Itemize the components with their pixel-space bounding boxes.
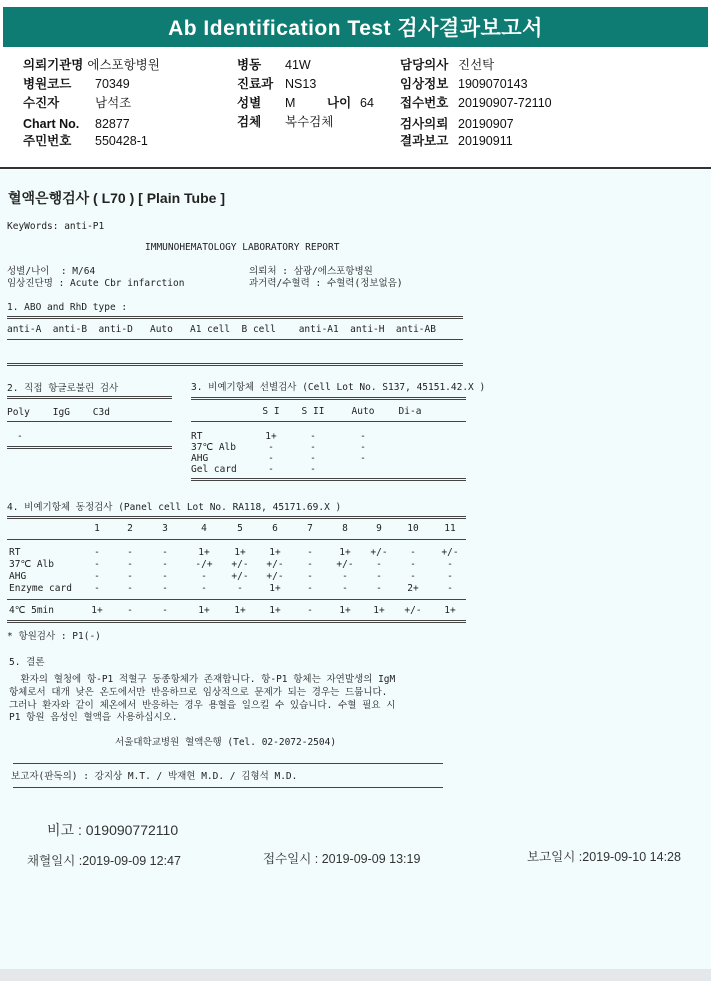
- panel-cell: -: [410, 547, 416, 558]
- reported-time: 보고일시 :2019-09-10 14:28: [527, 850, 681, 864]
- diagnosis: 임상진단명 : Acute Cbr infarction: [7, 278, 185, 289]
- panel-cell: +/-: [404, 605, 422, 616]
- age-value: 64: [360, 96, 374, 110]
- sex-label: 성별: [237, 96, 262, 110]
- panel-title: 4. 비예기항체 동정검사 (Panel cell Lot No. RA118, 45171.69.X ): [7, 502, 342, 513]
- panel-cell: -: [376, 559, 382, 570]
- receipt-label: 접수번호: [400, 96, 449, 110]
- screen-cell: -: [360, 453, 366, 464]
- panel-cell: -: [376, 571, 382, 582]
- dept-value: NS13: [285, 77, 317, 91]
- screen-rule-mid: [191, 421, 466, 422]
- panel-col-header: 1: [94, 523, 100, 534]
- doctor-value: 진선탁: [458, 58, 495, 72]
- abo-rule-bottom: [7, 363, 463, 366]
- panel-cell: -: [307, 547, 313, 558]
- panel-cell: -: [162, 583, 168, 594]
- screen-row-label: 37℃ Alb: [191, 442, 236, 453]
- screen-col-header: S I: [262, 406, 280, 417]
- screen-rule-top: [191, 397, 466, 400]
- clinical-label: 임상정보: [400, 77, 449, 91]
- panel-rule-sep: [7, 599, 466, 600]
- panel-cell: -: [447, 559, 453, 570]
- panel-cell: -: [410, 571, 416, 582]
- screen-row-label: RT: [191, 431, 203, 442]
- screen-cell: -: [268, 442, 274, 453]
- panel-col-header: 7: [307, 523, 313, 534]
- dat-title: 2. 직접 항글로불린 검사: [7, 383, 119, 394]
- panel-cell: 1+: [234, 605, 246, 616]
- panel-cell: 1+: [339, 605, 351, 616]
- reporter-rule-bottom: [13, 787, 443, 788]
- panel-col-header: 4: [201, 523, 207, 534]
- screen-cell: -: [310, 453, 316, 464]
- panel-cell: 1+: [339, 547, 351, 558]
- panel-cell: -: [342, 583, 348, 594]
- panel-cell: +/-: [231, 559, 249, 570]
- conclusion-line-2: 항체로서 대개 낮은 온도에서만 반응하므로 임상적으로 문제가 되는 경우는 드뭅니다.: [9, 687, 388, 698]
- lab-name: 서울대학교병원 혈액은행 (Tel. 02-2072-2504): [115, 737, 337, 748]
- conclusion-line-4: P1 항원 음성인 혈액을 사용하십시오.: [9, 712, 178, 723]
- screen-col-header: S II: [301, 406, 325, 417]
- abo-rule-top: [7, 316, 463, 319]
- panel-cell: 2+: [407, 583, 419, 594]
- screen-cell: -: [268, 453, 274, 464]
- panel-cell: 1+: [373, 605, 385, 616]
- panel-col-header: 11: [444, 523, 456, 534]
- report-date-value: 20190911: [458, 134, 513, 148]
- dat-rule-top: [7, 396, 172, 399]
- received-time: 접수일시 : 2019-09-09 13:19: [263, 852, 421, 866]
- clinical-value: 1909070143: [458, 77, 528, 91]
- panel-cell: -: [342, 571, 348, 582]
- panel-cell: 1+: [91, 605, 103, 616]
- report-heading: 혈액은행검사 ( L70 ) [ Plain Tube ]: [8, 190, 226, 206]
- rrn-value: 550428-1: [95, 134, 148, 148]
- dept-label: 진료과: [237, 77, 274, 91]
- panel-cell: -: [201, 583, 207, 594]
- sex-value: M: [285, 96, 296, 110]
- panel-col-header: 6: [272, 523, 278, 534]
- screen-row-label: AHG: [191, 453, 209, 464]
- panel-cell: +/-: [266, 571, 284, 582]
- screen-title: 3. 비예기항체 선별검사 (Cell Lot No. S137, 45151.42.X ): [191, 382, 486, 393]
- antigen-test: * 항원검사 : P1(-): [7, 631, 101, 642]
- panel-cell: -: [447, 583, 453, 594]
- panel-cell: -: [94, 571, 100, 582]
- panel-cell: +/-: [441, 547, 459, 558]
- panel-cell: -: [447, 571, 453, 582]
- screen-cell: 1+: [265, 431, 277, 442]
- screen-rule-bottom: [191, 478, 466, 481]
- note: 비고 : 019090772110: [47, 822, 179, 838]
- panel-rule-bottom: [7, 620, 466, 623]
- panel-cell: -: [410, 559, 416, 570]
- panel-row-label: 37℃ Alb: [9, 559, 54, 570]
- panel-cell: -: [127, 571, 133, 582]
- panel-col-header: 9: [376, 523, 382, 534]
- panel-cell: -: [127, 583, 133, 594]
- panel-row-label: Enzyme card: [9, 583, 72, 594]
- panel-cell: -: [376, 583, 382, 594]
- abo-headers: anti-A anti-B anti-D Auto A1 cell B cell anti-A1 anti-H anti-AB: [7, 324, 436, 335]
- panel-cell: -: [307, 559, 313, 570]
- request-value: 20190907: [458, 117, 514, 131]
- panel-cell: -: [127, 605, 133, 616]
- conclusion-line-3: 그러나 환자와 같이 체온에서 반응하는 경우 용혈을 일으킬 수 있습니다. 수혈 필요 시: [9, 700, 396, 711]
- requester: 의뢰처 : 삼광/에스포항병원: [249, 266, 373, 277]
- hospital-value: 에스포항병원: [87, 58, 160, 72]
- panel-cell: -: [162, 605, 168, 616]
- dat-headers: Poly IgG C3d: [7, 407, 110, 418]
- abo-rule-mid: [7, 339, 463, 340]
- screen-cell: -: [360, 442, 366, 453]
- dat-rule-mid: [7, 421, 172, 422]
- panel-col-header: 3: [162, 523, 168, 534]
- panel-cell: -: [237, 583, 243, 594]
- panel-rule-top: [7, 516, 466, 519]
- conclusion-title: 5. 결론: [9, 657, 45, 668]
- history: 과거력/수혈력 : 수혈력(정보없음): [249, 278, 403, 289]
- collected-time: 채혈일시 :2019-09-09 12:47: [27, 854, 181, 868]
- panel-cell: 1+: [269, 605, 281, 616]
- report-title: Ab Identification Test 검사결과보고서: [3, 7, 708, 47]
- specimen-value: 복수검체: [285, 115, 334, 129]
- panel-cell: +/-: [266, 559, 284, 570]
- chart-value: 82877: [95, 117, 130, 131]
- panel-cell: -: [127, 547, 133, 558]
- conclusion-line-1: 환자의 혈청에 항-P1 적혈구 동종항체가 존재합니다. 항-P1 항체는 자연발생의 IgM: [9, 674, 396, 685]
- age-label: 나이: [327, 96, 352, 110]
- patient-label: 수진자: [23, 96, 60, 110]
- panel-cell: -: [162, 571, 168, 582]
- ward-label: 병동: [237, 58, 262, 72]
- receipt-value: 20190907-72110: [458, 96, 552, 110]
- screen-row-label: Gel card: [191, 464, 237, 475]
- screen-cell: -: [360, 431, 366, 442]
- bottom-strip: [0, 969, 711, 981]
- panel-cell: -: [201, 571, 207, 582]
- request-label: 검사의뢰: [400, 117, 449, 131]
- reporter-rule-top: [13, 763, 443, 764]
- screen-cell: -: [310, 464, 316, 475]
- panel-col-header: 2: [127, 523, 133, 534]
- report-date-label: 결과보고: [400, 134, 449, 148]
- dat-rule-bottom: [7, 446, 172, 449]
- doctor-label: 담당의사: [400, 58, 449, 72]
- panel-cell: 1+: [234, 547, 246, 558]
- abo-title: 1. ABO and RhD type :: [7, 302, 128, 313]
- panel-cell: -: [307, 605, 313, 616]
- chart-label: Chart No.: [23, 117, 80, 131]
- panel-col-header: 8: [342, 523, 348, 534]
- specimen-label: 검체: [237, 115, 262, 129]
- reporters: 보고자(판독의) : 강지상 M.T. / 박재현 M.D. / 김형석 M.D.: [11, 771, 298, 782]
- screen-col-header: Auto: [351, 406, 375, 417]
- keywords: KeyWords: anti-P1: [7, 221, 105, 232]
- screen-cell: -: [310, 442, 316, 453]
- screen-cell: -: [310, 431, 316, 442]
- panel-cell: 1+: [198, 547, 210, 558]
- panel-col-header: 10: [407, 523, 419, 534]
- patient-value: 남석조: [95, 96, 132, 110]
- ward-value: 41W: [285, 58, 311, 72]
- panel-cell: 1+: [444, 605, 456, 616]
- dat-value: -: [17, 431, 23, 442]
- panel-cell: +/-: [336, 559, 354, 570]
- code-label: 병원코드: [23, 77, 72, 91]
- hospital-row: [23, 57, 160, 73]
- panel-rule-mid: [7, 539, 466, 540]
- panel-cell: -: [162, 547, 168, 558]
- header-divider: [0, 167, 711, 169]
- screen-col-header: Di-a: [398, 406, 422, 417]
- code-value: 70349: [95, 77, 130, 91]
- panel-cell: 1+: [269, 547, 281, 558]
- panel-cell: -: [162, 559, 168, 570]
- sex-age: 성별/나이 : M/64: [7, 266, 96, 277]
- panel-cell: -: [127, 559, 133, 570]
- hospital-label: 의뢰기관명: [23, 58, 84, 72]
- panel-cell: +/-: [231, 571, 249, 582]
- panel-cell: -: [307, 571, 313, 582]
- panel-cell: -: [94, 559, 100, 570]
- panel-row-label: AHG: [9, 571, 27, 582]
- lab-title: IMMUNOHEMATOLOGY LABORATORY REPORT: [145, 242, 340, 253]
- screen-cell: -: [268, 464, 274, 475]
- rrn-label: 주민번호: [23, 134, 72, 148]
- panel-cell: 1+: [269, 583, 281, 594]
- panel-col-header: 5: [237, 523, 243, 534]
- panel-cell: -: [307, 583, 313, 594]
- panel-row-label: RT: [9, 547, 21, 558]
- panel-cell: 1+: [198, 605, 210, 616]
- panel-cell: -: [94, 583, 100, 594]
- panel-cell: -/+: [195, 559, 213, 570]
- panel-cell: -: [94, 547, 100, 558]
- panel-cell: +/-: [370, 547, 388, 558]
- panel-row-label: 4℃ 5min: [9, 605, 54, 616]
